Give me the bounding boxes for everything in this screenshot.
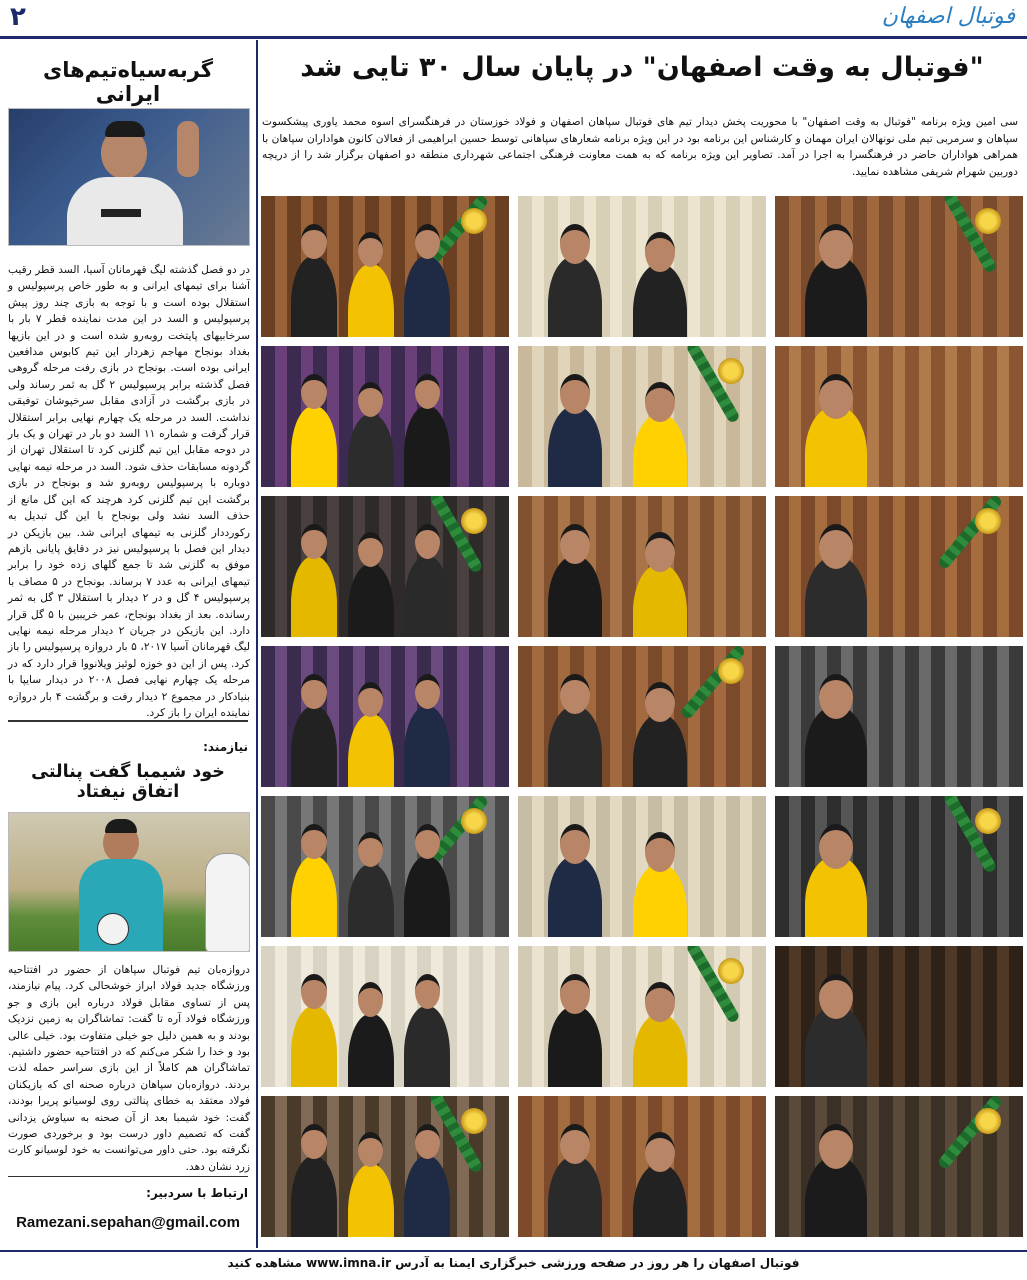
ribbon-bow: [975, 808, 1001, 834]
person-figure: [548, 556, 602, 637]
person-head: [560, 674, 590, 714]
ribbon-bow: [718, 358, 744, 384]
section-divider: [8, 720, 248, 722]
photo-father-and-son: [775, 796, 1023, 937]
person-head: [819, 974, 853, 1019]
person-head: [819, 674, 853, 719]
person-head: [301, 974, 326, 1009]
ribbon-bow: [975, 508, 1001, 534]
person-figure: [291, 1156, 337, 1237]
photo-veteran-speaking: [775, 346, 1023, 487]
person-head: [645, 232, 675, 272]
section-divider-2: [8, 1176, 248, 1177]
photo-young-men-watching: [261, 646, 509, 787]
photo-man-portrait: [261, 496, 509, 637]
photo-man-green-sweater: [775, 946, 1023, 1087]
person-figure: [291, 856, 337, 937]
left-article-title: گربه‌سیاه‌تیم‌های ایرانی: [42, 58, 214, 106]
person-head: [560, 1124, 590, 1164]
lead-paragraph: سی امین ویژه برنامه "فوتبال به وقت اصفهان" با محوریت پخش دیدار تیم های فوتبال سپاهان اصفهان و فولاد خوزستان در فرهنگسرای اسوه محمد یاوری پیشکسوت سپاهان و سرمربی تیم ملی نونهالان ایران مهمان و کارشناس این برنامه بود در این ویژه برنامه شعارهای سپاهانی توسط حسین ابراهیمی از فعالان کانون هواداران سپاهان با همراهی هواداران حاضر در فرهنگسرا به اجرا در آمد. تصاویر این ویژه برنامه که به همت معاونت فرهنگی اجتماعی شهرداری منطقه دو اصفهان برگزار شد را از دریچه دوربین شهرام شریفی مشاهده نمایید.: [262, 116, 1018, 178]
person-figure: [291, 256, 337, 337]
photo-host-speaking-with-guest: [775, 196, 1023, 337]
person-head: [415, 1124, 440, 1159]
page-number: ۲: [10, 2, 26, 32]
ribbon-bow: [461, 208, 487, 234]
person-head: [645, 832, 675, 872]
photo-gallery: [261, 196, 1023, 1248]
person-figure: [291, 556, 337, 637]
photo-women-audience: [261, 1096, 509, 1237]
article-body-2: دروازه‌بان تیم فوتبال سپاهان از حضور در افتتاحیه ورزشگاه جدید فولاد ابراز خوشحالی کرد. پیام نیازمند، پس از تساوی مقابل فولاد درباره این بازی و جو ورزشگاه فولاد آره تا گفت: تماشاگران به زمین نزدیک بودند و به همین دلیل جو خیلی متفاوت بود. خیلی عالی بود و خدا را شکر می‌کنم که در افتتاحیه حضور داشتیم. تماشاگران هم کاملاً از این بازی سراسر حمله لذت بردند. دروازه‌بان سپاهان درباره صحنه ای که بازیکنان فولاد معتقد به خطای پنالتی روی لوسیانو پریرا بودند، گفت: خود شیمبا بعد از آن صحنه به سیاوش یزدانی گفت که تصمیم داور درست بود و برخوردی صورت نگرفته بود. حتی داور می‌توانست به خود لوسیانو کارت زرد نشان دهد.: [8, 964, 250, 1173]
ribbon-bow: [461, 808, 487, 834]
contact-label: ارتباط با سردبیر:: [146, 1186, 248, 1200]
person-head: [819, 524, 853, 569]
person-head: [645, 532, 675, 572]
person-head: [415, 524, 440, 559]
photo-audience-rows: [775, 1096, 1023, 1237]
photo-fans-seated-group: [261, 346, 509, 487]
photo-boy-sepahan-shirt: [518, 946, 766, 1087]
person-head: [301, 1124, 326, 1159]
person-head: [415, 224, 440, 259]
person-head: [819, 824, 853, 869]
person-head: [645, 982, 675, 1022]
person-head: [560, 824, 590, 864]
person-head: [560, 974, 590, 1014]
person-head: [415, 674, 440, 709]
person-head: [301, 524, 326, 559]
person-head: [645, 682, 675, 722]
person-head: [415, 974, 440, 1009]
photo-host-closeup: [261, 196, 509, 337]
photo-man-with-microphone: [775, 496, 1023, 637]
ribbon-bow: [461, 1108, 487, 1134]
photo-stage-audience: [518, 196, 766, 337]
person-head: [819, 374, 853, 419]
person-head: [819, 224, 853, 269]
footer-note: فوتبال اصفهان را هر روز در صفحه ورزشی خبرگزاری ایمنا به آدرس www.imna.ir مشاهده کنید: [227, 1256, 800, 1270]
photo-men-watching: [261, 796, 509, 937]
ribbon-bow: [718, 658, 744, 684]
photo-goalkeeper: [8, 812, 250, 952]
person-figure: [548, 1156, 602, 1237]
person-figure: [548, 406, 602, 487]
ribbon-bow: [461, 508, 487, 534]
photo-player-thumbs-up: [8, 108, 250, 246]
person-figure: [548, 706, 602, 787]
person-figure: [291, 1006, 337, 1087]
footer-rule: [0, 1250, 1027, 1252]
person-figure: [291, 706, 337, 787]
person-head: [415, 374, 440, 409]
person-head: [301, 224, 326, 259]
header-rule: [0, 36, 1027, 39]
person-figure: [548, 256, 602, 337]
person-head: [645, 1132, 675, 1172]
brand-logo: فوتبال اصفهان: [881, 4, 1015, 29]
person-head: [301, 374, 326, 409]
person-head: [819, 1124, 853, 1169]
person-figure: [548, 856, 602, 937]
main-title: "فوتبال به وقت اصفهان" در پایان سال ۳۰ تایی شد: [300, 52, 984, 83]
article-body-1: در دو فصل گذشته لیگ قهرمانان آسیا، السد قطر رقیب آشنا برای تیمهای ایرانی و به طور خاص پرسپولیس و استقلال بوده است و با توجه به بازی چند روز پیش پرسپولیس و السد در این مدت نماینده قطر ۷ بار با سرخابیهای پایتخت روبه‌رو شده است و در این بازیها بغداد بونجاح مهاجم زهردار این تیم کابوس مدافعین ایرانی بوده است. بونجاح در بازی رفت مرحله گروهی فصل گذشته برابر پرسپولیس ۲ گل به ثمر رساند ولی در بازی برگشت در آزادی مقابل سرخپوشان توفیقی نداشت. السد در مرحله یک چهارم نهایی برابر استقلال قرار گرفت و شماره ۱۱ السد دو بار در تهران و یک بار در دوحه مقابل این تیم گلزنی کرد تا استقلال تهران از گردونه مسابقات حذف شود. السد در مرحله نیمه نهایی دوباره با پرسپولیس روبه‌رو شد و بونجاح در بازی برگشت این تیم گلزنی کرد هرچند که این گل مانع از حذف السد نشد ولی بونجاح با این گل تبدیل به رکورددار گلزنی به تیمهای ایرانی شد. بین بازیکن در دیدار این فصل با پرسپولیس نیز در دقایق پایانی بازهم موفق به گلزنی شد تا جمع گلهای زده خود را برابر تیمهای ایرانی به عدد ۷ برساند. بونجاح در ۵ مصاف با پرسپولیس ۴ گل و در ۲ دیدار با استقلال ۳ گل به ثمر رسانده. بعد از بغداد بونجاح، عمر خریبین با ۵ گل قرار دارد. این بازیکن در جریان ۲ دیدار مرحله نیمه نهایی لیگ قهرمانان آسیا ۲۰۱۷، ۵ بار دروازه پرسپولیس را باز کرد. پس از این دو خوزه لوئیز ویلانووا قرار دارد که در مرحله یک چهارم نهایی فصل ۲۰۰۸ در دیدار سایپا با بنیادکار در مجموع ۲ دیدار رفت و برگشت ۴ بار دروازه نماینده ایران را باز کرد.: [8, 264, 251, 719]
article-kicker: نیازمند:: [203, 740, 248, 754]
column-divider: [256, 40, 258, 1248]
ribbon-bow: [975, 208, 1001, 234]
person-head: [560, 374, 590, 414]
editor-email[interactable]: Ramezani.sepahan@gmail.com: [16, 1214, 240, 1231]
person-head: [415, 824, 440, 859]
photo-fans-in-yellow: [775, 646, 1023, 787]
page-header: [0, 0, 1027, 36]
photo-veteran-with-microphone: [518, 496, 766, 637]
person-head: [301, 674, 326, 709]
person-head: [645, 382, 675, 422]
person-head: [301, 824, 326, 859]
photo-stage-wide: [518, 796, 766, 937]
photo-presenter-garland: [518, 1096, 766, 1237]
ribbon-bow: [975, 1108, 1001, 1134]
person-figure: [291, 406, 337, 487]
person-figure: [548, 1006, 602, 1087]
article-headline-2: خود شیمبا گفت پنالتی اتفاق نیفتاد: [31, 762, 225, 802]
person-head: [560, 224, 590, 264]
photo-presenter-with-microphone: [518, 646, 766, 787]
person-head: [560, 524, 590, 564]
photo-screening-hall: [261, 946, 509, 1087]
ribbon-bow: [718, 958, 744, 984]
photo-two-young-fans: [518, 346, 766, 487]
